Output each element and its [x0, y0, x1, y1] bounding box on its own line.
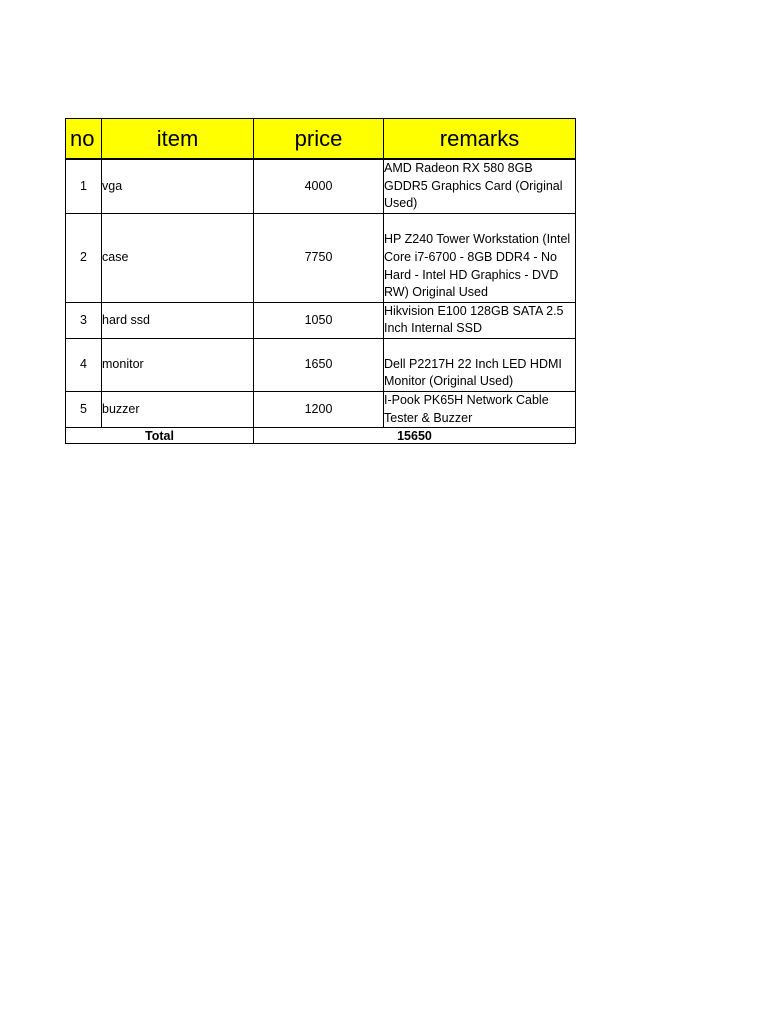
table-row: [66, 391, 576, 427]
cell-price[interactable]: 4000: [254, 159, 384, 213]
cell-item[interactable]: case: [102, 213, 254, 302]
total-value[interactable]: 15650: [254, 428, 576, 444]
cell-remarks[interactable]: AMD Radeon RX 580 8GB GDDR5 Graphics Card (Original Used): [384, 159, 576, 213]
cell-remarks[interactable]: I-Pook PK65H Network Cable Tester & Buzzer: [384, 391, 576, 427]
items-table: [65, 118, 576, 444]
cell-remarks[interactable]: HP Z240 Tower Workstation (Intel Core i7-6700 - 8GB DDR4 - No Hard - Intel HD Graphics - DVD RW) Original Used: [384, 213, 576, 302]
cell-remarks[interactable]: Dell P2217H 22 Inch LED HDMI Monitor (Original Used): [384, 338, 576, 391]
cell-no[interactable]: 3: [66, 302, 102, 338]
cell-item[interactable]: buzzer: [102, 391, 254, 427]
cell-item[interactable]: monitor: [102, 338, 254, 391]
table-row: [66, 302, 576, 338]
cell-no[interactable]: 1: [66, 159, 102, 213]
cell-no[interactable]: 4: [66, 338, 102, 391]
cell-item[interactable]: vga: [102, 159, 254, 213]
header-remarks[interactable]: remarks: [384, 119, 576, 160]
cell-price[interactable]: 1650: [254, 338, 384, 391]
cell-price[interactable]: 1050: [254, 302, 384, 338]
header-price[interactable]: price: [254, 119, 384, 160]
table-row: [66, 213, 576, 302]
cell-price[interactable]: 7750: [254, 213, 384, 302]
total-row: [66, 428, 576, 444]
cell-no[interactable]: 5: [66, 391, 102, 427]
cell-remarks[interactable]: Hikvision E100 128GB SATA 2.5 Inch Internal SSD: [384, 302, 576, 338]
cell-price[interactable]: 1200: [254, 391, 384, 427]
cell-no[interactable]: 2: [66, 213, 102, 302]
table-row: [66, 159, 576, 213]
header-row: [66, 119, 576, 160]
cell-item[interactable]: hard ssd: [102, 302, 254, 338]
table-row: [66, 338, 576, 391]
header-no[interactable]: no: [66, 119, 102, 160]
header-item[interactable]: item: [102, 119, 254, 160]
total-label[interactable]: Total: [66, 428, 254, 444]
